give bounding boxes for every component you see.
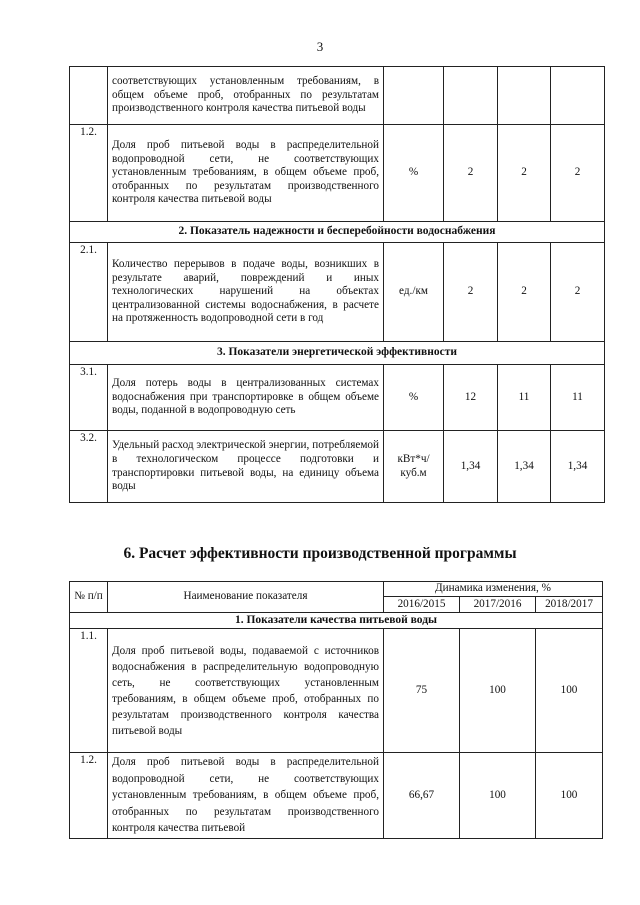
indicator-name: Удельный расход электрической энергии, потребляемой в технологическом процессе подготовки и транспортировки питьевой воды, на единицу объема воды [108, 431, 384, 503]
row-number: 1.1. [70, 629, 108, 753]
value-cell: 2 [551, 243, 605, 342]
value-cell: 75 [384, 629, 460, 753]
value-cell: 100 [460, 629, 536, 753]
value-cell: 12 [444, 365, 498, 431]
value-cell [551, 67, 605, 125]
table-row [70, 67, 605, 125]
table-row [70, 431, 605, 503]
table-row [70, 753, 603, 839]
unit-cell: кВт*ч/ куб.м [384, 431, 444, 503]
row-number [70, 67, 108, 125]
section-row [70, 613, 603, 629]
unit-cell: ед./км [384, 243, 444, 342]
value-cell: 100 [460, 753, 536, 839]
page-number: 3 [316, 39, 324, 54]
value-cell: 2 [444, 125, 498, 222]
row-number: 1.2. [70, 125, 108, 222]
col-num-header: № п/п [70, 582, 108, 613]
indicator-name: Количество перерывов в подаче воды, возникших в результате аварий, повреждений и иных технологических нарушений на объектах централизованной системы водоснабжения, в расчете на протяженность водопроводной сети в год [108, 243, 384, 342]
section-row [70, 222, 605, 243]
value-cell: 2 [551, 125, 605, 222]
table-row [70, 243, 605, 342]
col-dynamics-header: Динамика изменения, % [384, 582, 603, 597]
value-cell: 1,34 [444, 431, 498, 503]
unit-cell [384, 67, 444, 125]
table-row [70, 365, 605, 431]
efficiency-table [69, 581, 603, 839]
value-cell: 1,34 [498, 431, 551, 503]
section-title: 1. Показатели качества питьевой воды [70, 613, 603, 629]
value-cell: 100 [536, 629, 603, 753]
year-header: 2016/2015 [384, 597, 460, 613]
row-number: 1.2. [70, 753, 108, 839]
section-row [70, 342, 605, 365]
section-heading: 6. Расчет эффективности производственной программы [123, 545, 517, 562]
value-cell: 1,34 [551, 431, 605, 503]
value-cell: 2 [498, 125, 551, 222]
value-cell: 2 [498, 243, 551, 342]
indicators-table [69, 66, 605, 503]
row-number: 3.2. [70, 431, 108, 503]
table-row [70, 125, 605, 222]
row-number: 2.1. [70, 243, 108, 342]
value-cell: 11 [498, 365, 551, 431]
unit-cell: % [384, 125, 444, 222]
value-cell [444, 67, 498, 125]
value-cell: 11 [551, 365, 605, 431]
indicator-name: соответствующих установленным требованиям, в общем объеме проб, отобранных по результатам производственного контроля качества питьевой воды [108, 67, 384, 125]
value-cell: 66,67 [384, 753, 460, 839]
value-cell: 100 [536, 753, 603, 839]
indicator-name: Доля проб питьевой воды в распределительной водопроводной сети, не соответствующих установленным требованиям, в общем объеме проб, отобранных по результатам производственного контроля качества питьевой воды [108, 125, 384, 222]
value-cell [498, 67, 551, 125]
indicator-name: Доля проб питьевой воды, подаваемой с источников водоснабжения в распределительную водопроводную сеть, не соответствующих установленным требованиям, в общем объеме проб, отобранных по результатам производственного контроля качества питьевой воды [108, 629, 384, 753]
table-header-row [70, 582, 603, 597]
indicator-name: Доля потерь воды в централизованных системах водоснабжения при транспортировке в общем объеме воды, поданной в водопроводную сеть [108, 365, 384, 431]
year-header: 2017/2016 [460, 597, 536, 613]
section-title: 2. Показатель надежности и бесперебойности водоснабжения [70, 222, 605, 243]
indicator-name: Доля проб питьевой воды в распределительной водопроводной сети, не соответствующих установленным требованиям, в общем объеме проб, отобранных по результатам производственного контроля качества питьевой [108, 753, 384, 839]
year-header: 2018/2017 [536, 597, 603, 613]
value-cell: 2 [444, 243, 498, 342]
row-number: 3.1. [70, 365, 108, 431]
unit-cell: % [384, 365, 444, 431]
col-name-header: Наименование показателя [108, 582, 384, 613]
table-row [70, 629, 603, 753]
section-title: 3. Показатели энергетической эффективности [70, 342, 605, 365]
